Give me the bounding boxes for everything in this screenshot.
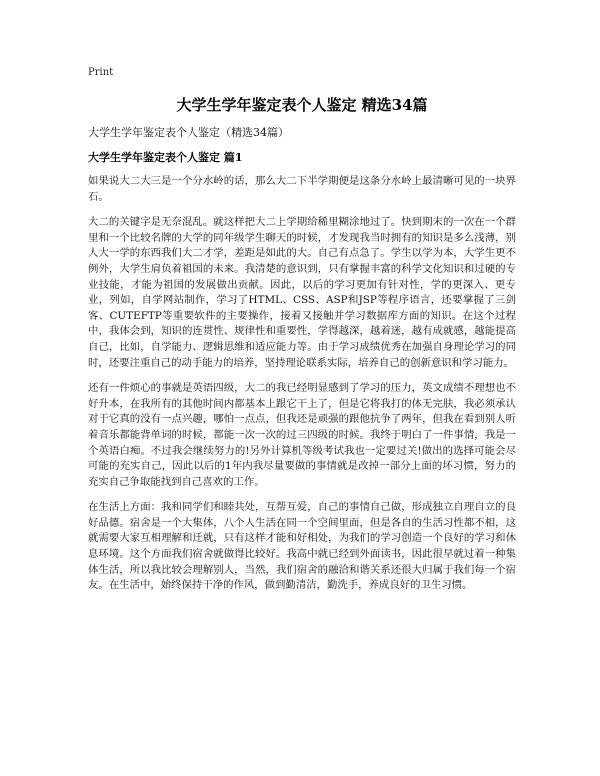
- document-title: 大学生学年鉴定表个人鉴定 精选34篇: [176, 96, 428, 114]
- section-heading: 大学生学年鉴定表个人鉴定 篇1: [88, 151, 243, 164]
- paragraph-3: 还有一件烦心的事就是英语四级，大二的我已经明显感到了学习的压力，英文成绩不理想也不好升本，在我所有的其他时间内都基本上跟它干上了，但是它将我打的体无完肤，我必须承认对于它真的没有一点兴趣，哪怕一点点，但我还是顽强的跟他抗争了两年，但我在看到别人听着音乐都能背单词的时候，都能一次一次的过三四级的时候。我终于明白了一件事情，我是一个英语白痴。不过我会继续努力的!另外计算机等级考试我也一定要过关!做出的选择可能会尽可能的充实自己，因此以后的1年内我尽量要做的事情就是改掉一部分上面的坏习惯，努力的充实自己争取能找到自己喜欢的工作。: [88, 382, 516, 488]
- paragraph-4: 在生活上方面：我和同学们和睦共处，互帮互爱，自己的事情自己做，形成独立自理自立的良好品德。宿舍是一个大集体，八个人生活在同一个空间里面，但是各自的生活习性都不相，这就需要大家互相理解和迁就，只有这样才能和好相处，为我们的学习创造一个良好的学习和休息环境。这个方面我们宿舍就做得比较好。我高中就已经到外面读书，因此很早就过着一种集体生活，所以我比较会理解别人，当然，我们宿舍的融洽和谐关系还很大归属于我们每一个宿友。在生活中，始终保持干净的作风，做到勤清洁，勤洗手，养成良好的卫生习惯。: [88, 501, 516, 592]
- document-subtitle: 大学生学年鉴定表个人鉴定（精选34篇）: [88, 126, 289, 139]
- document-page: [88, 66, 516, 604]
- paragraph-1: 如果说大二大三是一个分水岭的话，那么大二下半学期便是这条分水岭上最清晰可见的一块界石。: [88, 175, 516, 203]
- print-label: Print: [88, 67, 114, 78]
- paragraph-2: 大二的关键字是无奈混乱。就这样把大二上学期给稀里糊涂地过了。快到期末的一次在一个群里和一个比较名牌的大学的同年级学生聊天的时候，才发现我当时拥有的知识是多么浅薄，别人大一学的东西我们大二才学，差距是如此的大。自己有点急了。学生以学为本，大学生更不例外，大学生肩负着祖国的未来。我清楚的意识到，只有掌握丰富的科学文化知识和过硬的专业技能，才能为祖国的发展做出贡献。因此，以后的学习更加有针对性，学的更深入、更专业，列如，自学网站制作，学习了HTML、CSS、ASP和JSP等程序语言，还要掌握了三剑客、CUTEFTP等重要软件的主要操作，接着又接触并学习数据库方面的知识。在这个过程中，我体会到，知识的连贯性、规律性和重要性，学得越深，越着迷，越有成就感，越能提高自己，比如，自学能力、逻辑思维和适应能力等。由于学习成绩优秀在加强自身理论学习的同时，还要注重自己的动手能力的培养，坚持理论联系实际，培养自己的创新意识和学习能力。: [88, 216, 516, 369]
